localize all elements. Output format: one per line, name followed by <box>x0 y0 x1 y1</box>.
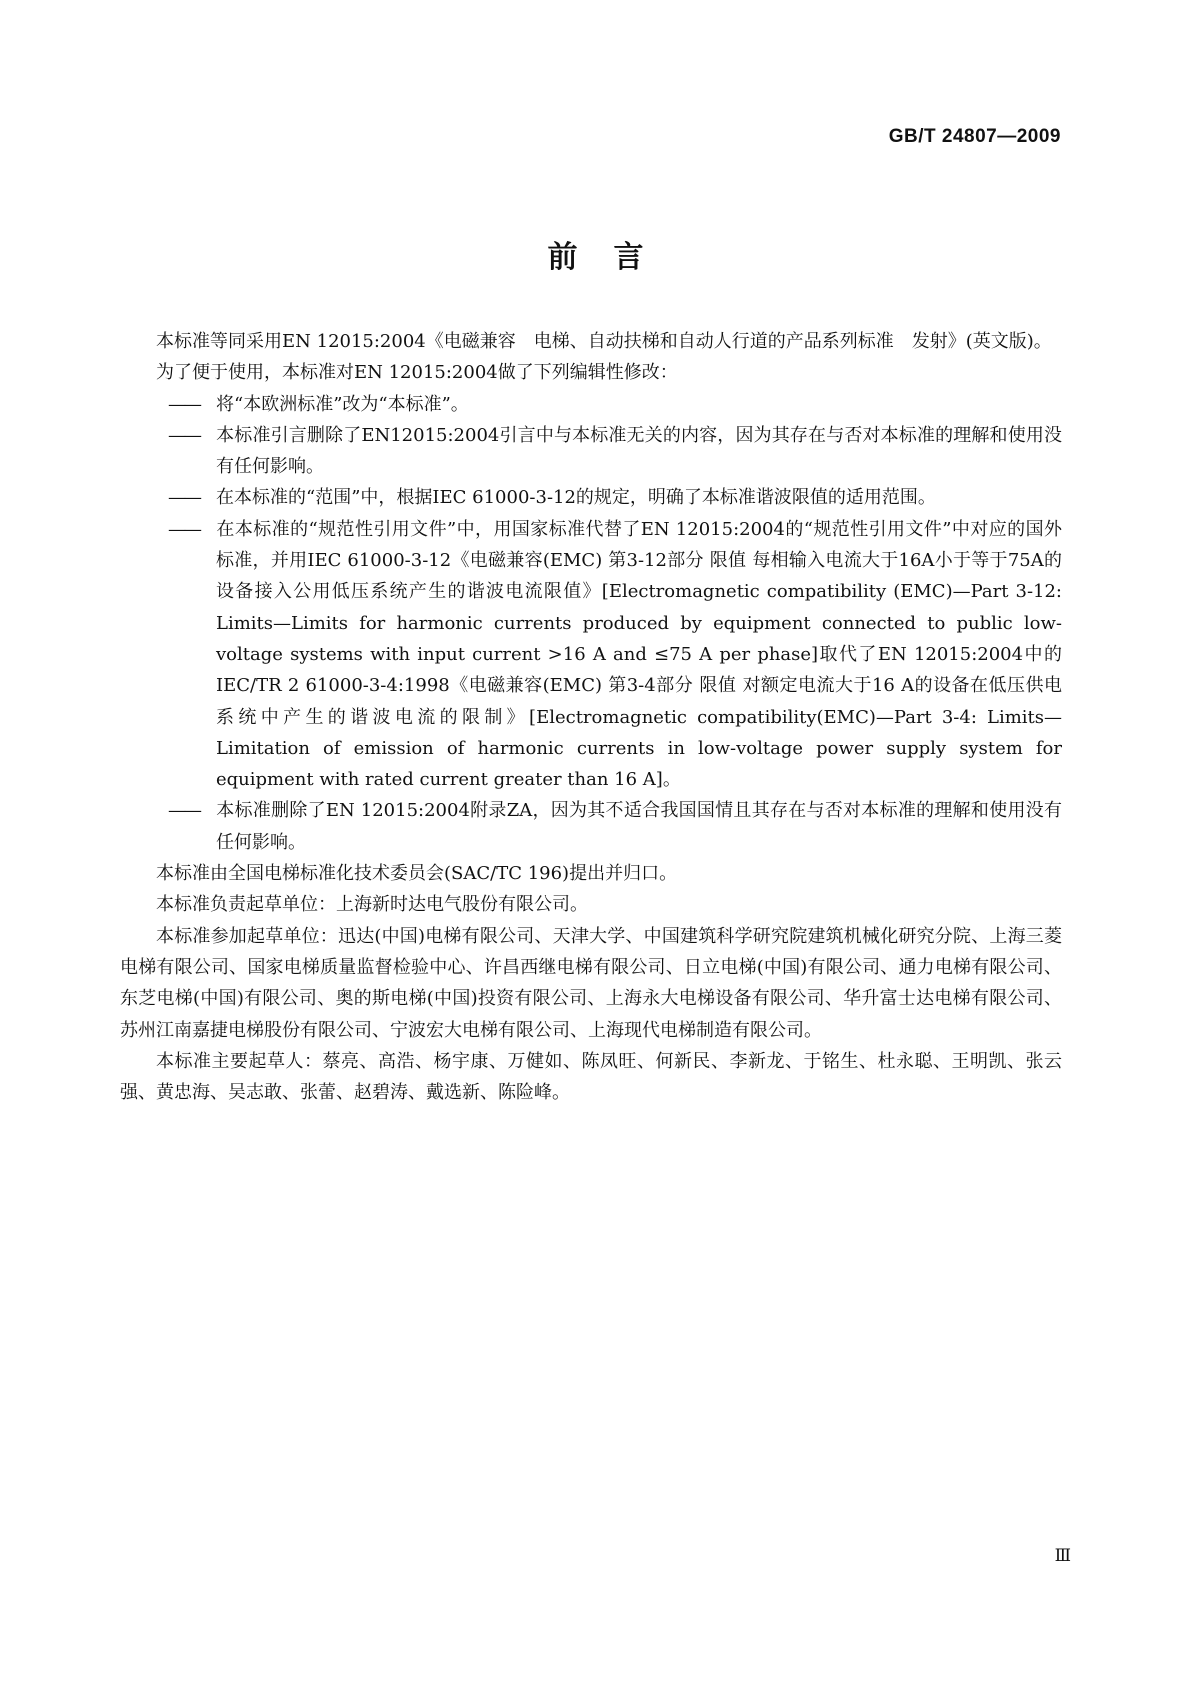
list-item-rename <box>120 389 1062 420</box>
dash-marker: —— <box>168 424 200 446</box>
list-item-annex <box>120 795 1062 858</box>
dash-marker: —— <box>168 800 200 822</box>
list-item-text: 本标准引言删除了EN12015:2004引言中与本标准无关的内容，因为其存在与否对本标准的理解和使用没有任何影响。 <box>216 424 1062 478</box>
standard-number: GB/T 24807—2009 <box>888 126 1061 147</box>
list-item-text: 本标准删除了EN 12015:2004附录ZA，因为其不适合我国国情且其存在与否对本标准的理解和使用没有任何影响。 <box>216 800 1062 853</box>
paragraph-adoption: 本标准等同采用EN 12015:2004《电磁兼容 电梯、自动扶梯和自动人行道的产品系列标准 发射》(英文版)。 <box>156 331 1052 352</box>
list-item-text: 将“本欧洲标准”改为“本标准”。 <box>216 393 469 415</box>
document-body <box>120 326 1062 1108</box>
dash-marker: —— <box>168 518 200 540</box>
page-number: Ⅲ <box>1054 1546 1071 1566</box>
list-item-scope <box>120 482 1062 513</box>
paragraph-participating-drafters: 本标准参加起草单位：迅达(中国)电梯有限公司、天津大学、中国建筑科学研究院建筑机械化研究分院、上海三菱电梯有限公司、国家电梯质量监督检验中心、许昌西继电梯有限公司、日立电梯(中国)有限公司、通力电梯有限公司、东芝电梯(中国)有限公司、奥的斯电梯(中国)投资有限公司、上海永大电梯设备有限公司、华升富士达电梯有限公司、苏州江南嘉捷电梯股份有限公司、宁波宏大电梯有限公司、上海现代电梯制造有限公司。 <box>120 925 1062 1041</box>
page-title: 前言 <box>547 240 680 275</box>
list-item-text: 在本标准的“范围”中，根据IEC 61000-3-12的规定，明确了本标准谐波限值的适用范围。 <box>216 487 936 509</box>
paragraph-main-drafters: 本标准主要起草人：蔡亮、高浩、杨宇康、万健如、陈凤旺、何新民、李新龙、于铭生、杜永聪、王明凯、张云强、黄忠海、吴志敢、张蕾、赵碧涛、戴选新、陈险峰。 <box>120 1050 1062 1104</box>
dash-marker: —— <box>168 487 200 509</box>
list-item-introduction <box>120 420 1062 483</box>
paragraph-proposer: 本标准由全国电梯标准化技术委员会(SAC/TC 196)提出并归口。 <box>156 863 678 885</box>
list-item-normative-references <box>120 514 1062 796</box>
paragraph-lead-drafter: 本标准负责起草单位：上海新时达电气股份有限公司。 <box>156 894 588 916</box>
paragraph-modifications-intro: 为了便于使用，本标准对EN 12015:2004做了下列编辑性修改： <box>156 362 678 384</box>
list-item-text: 在本标准的“规范性引用文件”中，用国家标准代替了EN 12015:2004的“规范性引用文件”中对应的国外标准，并用IEC 61000-3-12《电磁兼容(EMC) 第3-12部分 限值 每相输入电流大于16A小于等于75A的设备接入公用低压系统产生的谐波电流限值》[Electromagnetic compatibility (EMC)—Part 3-12: Limits—Limits for harmonic currents produced by equipment connected to public low-voltage systems with input current >16 A and ≤75 A per phase]取代了EN 12015:2004中的IEC/TR 2 61000-3-4:1998《电磁兼容(EMC) 第3-4部分 限值 对额定电流大于16 A的设备在低压供电系统中产生的谐波电流的限制》[Electromagnetic compatibility(EMC)—Part 3-4: Limits—Limitation of emission of harmonic currents in low-voltage power supply system for equipment with rated current greater than 16 A]。 <box>216 518 1062 791</box>
dash-marker: —— <box>168 393 200 415</box>
